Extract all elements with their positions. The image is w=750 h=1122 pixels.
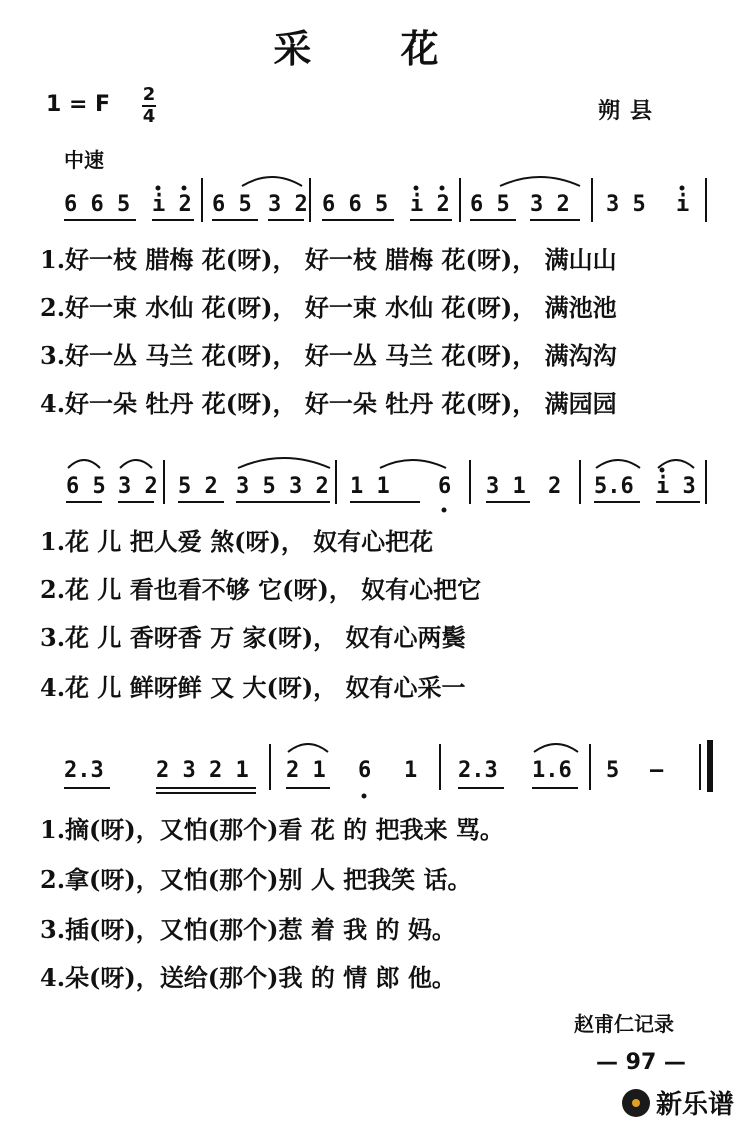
page-number: — 97 — [596,1050,686,1075]
lyric-line: 3.插(呀)，又怕(那个)惹 着 我 的 妈。 [40,915,456,944]
note-group: 6 5 [212,192,252,217]
song-origin: 朔县 [598,98,663,124]
slur [288,744,328,752]
note-group: 6 5 [470,192,510,217]
time-signature-top: 2 [142,84,156,105]
lyric-line: 3.花 儿 香呀香 万 家(呀)， 奴有心两鬓 [40,623,466,652]
note-group: 6 6 5 [64,192,131,217]
octave-dot [156,186,161,191]
note-group: 6 6 5 [322,192,389,217]
octave-dot [442,508,447,513]
note-group: — [650,758,664,783]
octave-dot [182,186,187,191]
note-group: 2 [548,474,562,499]
note-group: 5 2 [178,474,218,499]
note-group: 6 [358,758,372,783]
octave-dot [414,186,419,191]
note-group: 5.6 [594,474,634,499]
lyric-line: 1.好一枝 腊梅 花(呀)， 好一枝 腊梅 花(呀)， 满山山 [40,245,617,274]
note-group: 5 [606,758,620,783]
slur [120,460,152,468]
note-group: 1.6 [532,758,572,783]
octave-dot [440,186,445,191]
note-group: 2 1 [286,758,326,783]
time-signature-bottom: 4 [142,106,156,127]
lyric-line: 4.好一朵 牡丹 花(呀)， 好一朵 牡丹 花(呀)， 满园园 [40,389,617,418]
note-group: 3 2 [118,474,158,499]
lyric-line: 1.花 儿 把人爱 煞(呀)， 奴有心把花 [40,527,434,556]
note-group: 3 2 [268,192,308,217]
lyric-line: 4.朵(呀)，送给(那个)我 的 情 郎 他。 [40,963,456,992]
octave-dot [680,186,685,191]
octave-dot [660,468,665,473]
note-group: 3 5 [606,192,646,217]
site-logo [622,1084,734,1121]
slur [596,460,640,468]
lyric-line: 4.花 儿 鲜呀鲜 又 大(呀)， 奴有心采一 [40,673,466,702]
note-group: 1 [404,758,418,783]
octave-dot [362,794,367,799]
logo-text: 新乐谱 [656,1090,735,1120]
slur [380,460,446,468]
note-group: 3 1 [486,474,526,499]
key-signature: 1 = F [46,92,111,117]
lyric-line: 3.好一丛 马兰 花(呀)， 好一丛 马兰 花(呀)， 满沟沟 [40,341,617,370]
note-group: 3 2 [530,192,570,217]
lyric-line: 2.好一束 水仙 花(呀)， 好一束 水仙 花(呀)， 满池池 [40,293,617,322]
lyric-line: 2.拿(呀)，又怕(那个)别 人 把我笑 话。 [40,865,472,894]
tempo-marking: 中速 [64,148,104,172]
recorder-credit: 赵甫仁记录 [574,1012,674,1036]
record-disc-icon [622,1089,650,1117]
slur [238,458,330,468]
slur [242,177,302,186]
slur [534,744,578,752]
note-group: i 2 [152,192,192,217]
song-title: 采 花 [273,26,477,71]
lyric-line: 2.花 儿 看也看不够 它(呀)， 奴有心把它 [40,575,482,604]
slur [500,177,580,186]
note-group: i 2 [410,192,450,217]
note-group: 6 5 [66,474,106,499]
note-group: 3 5 3 2 [236,474,329,499]
note-group: i [676,192,690,217]
lyric-line: 1.摘(呀)，又怕(那个)看 花 的 把我来 骂。 [40,815,504,844]
note-group: i 3 [656,474,696,499]
note-group: 2 3 2 1 [156,758,249,783]
note-group: 2.3 [458,758,498,783]
note-group: 6 [438,474,452,499]
note-group: 1 1 [350,474,390,499]
note-group: 2.3 [64,758,104,783]
slur [68,460,100,468]
slur [658,460,694,468]
